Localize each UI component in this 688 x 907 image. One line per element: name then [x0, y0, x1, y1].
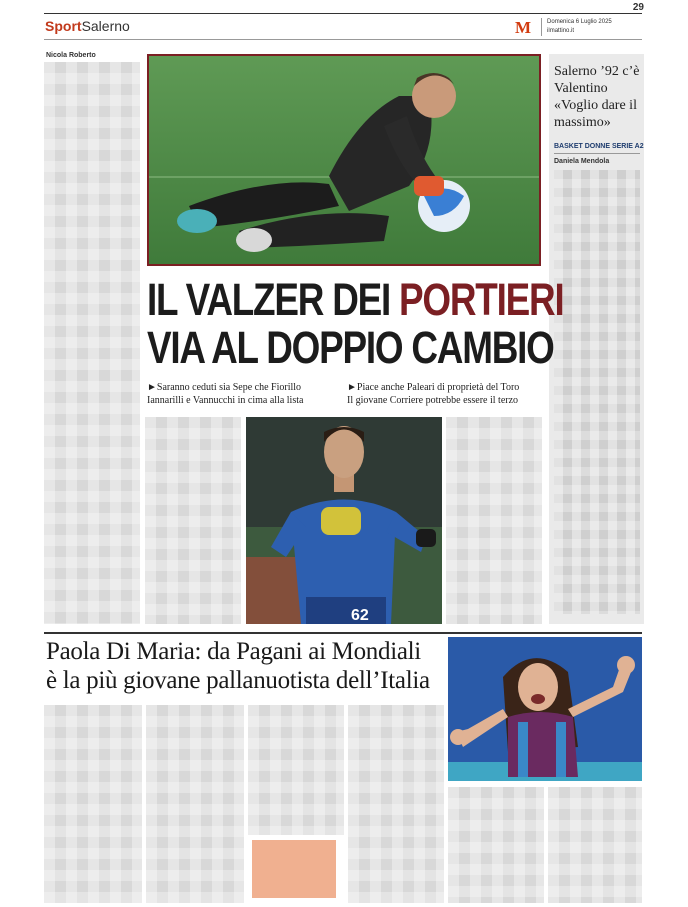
goalkeeper-portrait-photo	[246, 417, 442, 624]
section-header	[45, 18, 130, 34]
main-text-column-3	[446, 417, 542, 624]
subhead-right	[347, 381, 519, 407]
side-story-text	[554, 170, 640, 614]
subhead-left-line1: ►Saranno ceduti sia Sepe che Fiorillo	[147, 382, 302, 393]
top-rule	[44, 13, 642, 14]
main-text-column-1	[145, 417, 241, 624]
headline-line2: VIA AL DOPPIO CAMBIO	[147, 322, 554, 373]
photo-graphic-main	[149, 56, 541, 266]
masthead-block	[515, 18, 612, 38]
headline-part1: IL VALZER DEI	[147, 274, 400, 325]
left-column-text	[44, 62, 140, 624]
header-rule	[44, 39, 642, 40]
photo-graphic-waterpolo	[448, 637, 642, 781]
side-story-tag: BASKET DONNE SERIE A2	[554, 143, 644, 150]
bottom-text-column-2	[146, 705, 244, 903]
photo-graphic-portrait	[246, 417, 442, 624]
subhead-right-line1: ►Piace anche Paleari di proprietà del Toro	[347, 382, 520, 393]
left-byline: Nicola Roberto	[46, 52, 96, 59]
bottom-text-column-6	[548, 787, 642, 903]
bottom-headline[interactable]	[46, 637, 446, 695]
bottom-text-column-3	[248, 705, 344, 835]
goalkeeper-diving-photo	[147, 54, 541, 266]
bottom-text-column-4	[348, 705, 444, 903]
water-polo-player-celebrating-photo	[448, 637, 642, 781]
page-number: 29	[632, 2, 644, 13]
headline-highlight: PORTIERI	[399, 274, 564, 325]
section-separator	[44, 632, 642, 634]
main-headline[interactable]	[147, 274, 564, 373]
bottom-text-column-5	[448, 787, 544, 903]
jersey-number: 62	[351, 607, 369, 624]
section-city-label: Salerno	[81, 18, 130, 34]
bottom-headline-line2: è la più giovane pallanuotista dell’Italia	[46, 667, 430, 694]
side-story-title[interactable]: Salerno ’92 c’è Valentino «Voglio dare il massimo»	[554, 64, 640, 130]
issue-date: Domenica 6 Luglio 2025	[547, 19, 612, 25]
bottom-advert-block	[252, 840, 336, 898]
bottom-headline-line1: Paola Di Maria: da Pagani ai Mondiali	[46, 638, 421, 665]
subhead-right-line2: Il giovane Corriere potrebbe essere il terzo	[347, 395, 519, 406]
side-byline: Daniela Mendola	[554, 158, 610, 165]
date-block	[541, 18, 612, 36]
site-url[interactable]: ilmattino.it	[547, 28, 575, 34]
subhead-left	[147, 381, 303, 407]
section-sport-label: Sport	[45, 18, 82, 34]
subhead-left-line2: Iannarilli e Vannucchi in cima alla lista	[147, 395, 304, 406]
bottom-text-column-1	[44, 705, 142, 903]
side-rule	[554, 153, 640, 154]
newspaper-logo-icon: M	[515, 18, 532, 37]
